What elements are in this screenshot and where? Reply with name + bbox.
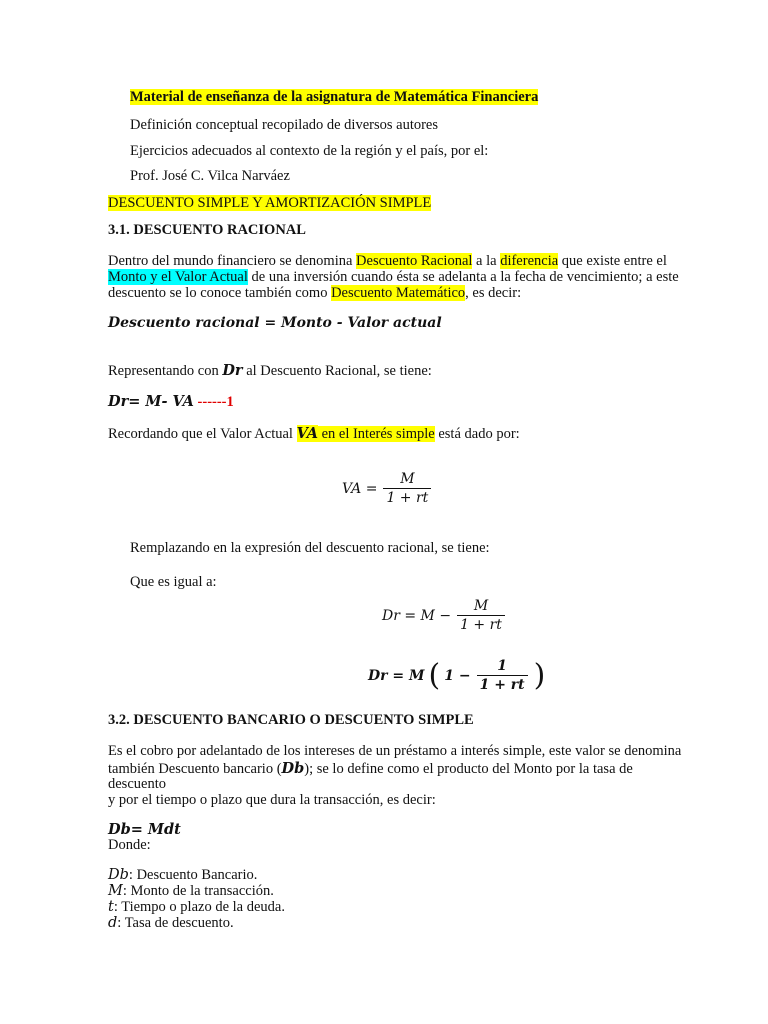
formula-definition: Descuento racional = Monto - Valor actual [108, 315, 442, 331]
equation-number: ------1 [193, 394, 234, 410]
formula-descuento-bancario: Db= Mdt [108, 821, 181, 838]
heading-3-1: 3.1. DESCUENTO RACIONAL [108, 222, 306, 238]
definition-item: M: Monto de la transacción. [108, 883, 274, 899]
formula-dr-expanded: Dr = M − $\frac{M}{1 + rt}$ [382, 597, 507, 634]
highlight-interes-simple: en el Interés simple [317, 426, 435, 442]
subtitle-definition: Definición conceptual recopilado de diversos autores [130, 117, 439, 133]
heading-3-2: 3.2. DESCUENTO BANCARIO O DESCUENTO SIMPLE [108, 712, 474, 728]
highlight-descuento-matematico: Descuento Matemático [331, 285, 466, 301]
highlight-diferencia: diferencia [500, 253, 559, 269]
paragraph-line: descuento se lo conoce también como Descuento Matemático, es decir: [108, 285, 522, 301]
equal-to-text: Que es igual a: [130, 574, 217, 590]
paragraph-line: Es el cobro por adelantado de los intereses de un préstamo a interés simple, este valor se denomina [108, 743, 682, 759]
representing-text: Representando con Dr al Descuento Racional, se tiene: [108, 362, 432, 379]
equation-1: Dr= M- VA ------1 [108, 393, 234, 410]
highlight-descuento-racional: Descuento Racional [356, 253, 473, 269]
subtitle-exercises: Ejercicios adecuados al contexto de la región y el país, por el: [130, 143, 489, 159]
document-title: Material de enseñanza de la asignatura de Matemática Financiera [130, 89, 539, 105]
paragraph-line: también Descuento bancario (Db); se lo define como el producto del Monto por la tasa de [108, 760, 633, 777]
replacing-text: Remplazando en la expresión del descuento racional, se tiene: [130, 540, 490, 556]
definition-item: d: Tasa de descuento. [108, 915, 234, 931]
paragraph-line: descuento [108, 776, 166, 792]
definition-item: t: Tiempo o plazo de la deuda. [108, 899, 285, 915]
paragraph-line: y por el tiempo o plazo que dura la transacción, es decir: [108, 792, 436, 808]
recalling-text: Recordando que el Valor Actual VA en el Interés simple está dado por: [108, 425, 520, 442]
definition-item: Db: Descuento Bancario. [108, 867, 258, 883]
author-line: Prof. José C. Vilca Narváez [130, 168, 290, 184]
where-label: Donde: [108, 837, 151, 853]
section-title: DESCUENTO SIMPLE Y AMORTIZACIÓN SIMPLE [108, 195, 432, 211]
paragraph-line: Dentro del mundo financiero se denomina Descuento Racional a la diferencia que existe entre el [108, 253, 667, 269]
formula-valor-actual: VA = $\frac{M}{1 + rt}$ [342, 470, 433, 507]
paragraph-line: Monto y el Valor Actual de una inversión cuando ésta se adelanta a la fecha de vencimiento; a este [108, 269, 679, 285]
formula-dr-factored: Dr = M ( 1 − $\frac{1}{1 + rt}$ ) [368, 657, 546, 693]
highlight-monto-valor-actual: Monto y el Valor Actual [108, 269, 248, 285]
